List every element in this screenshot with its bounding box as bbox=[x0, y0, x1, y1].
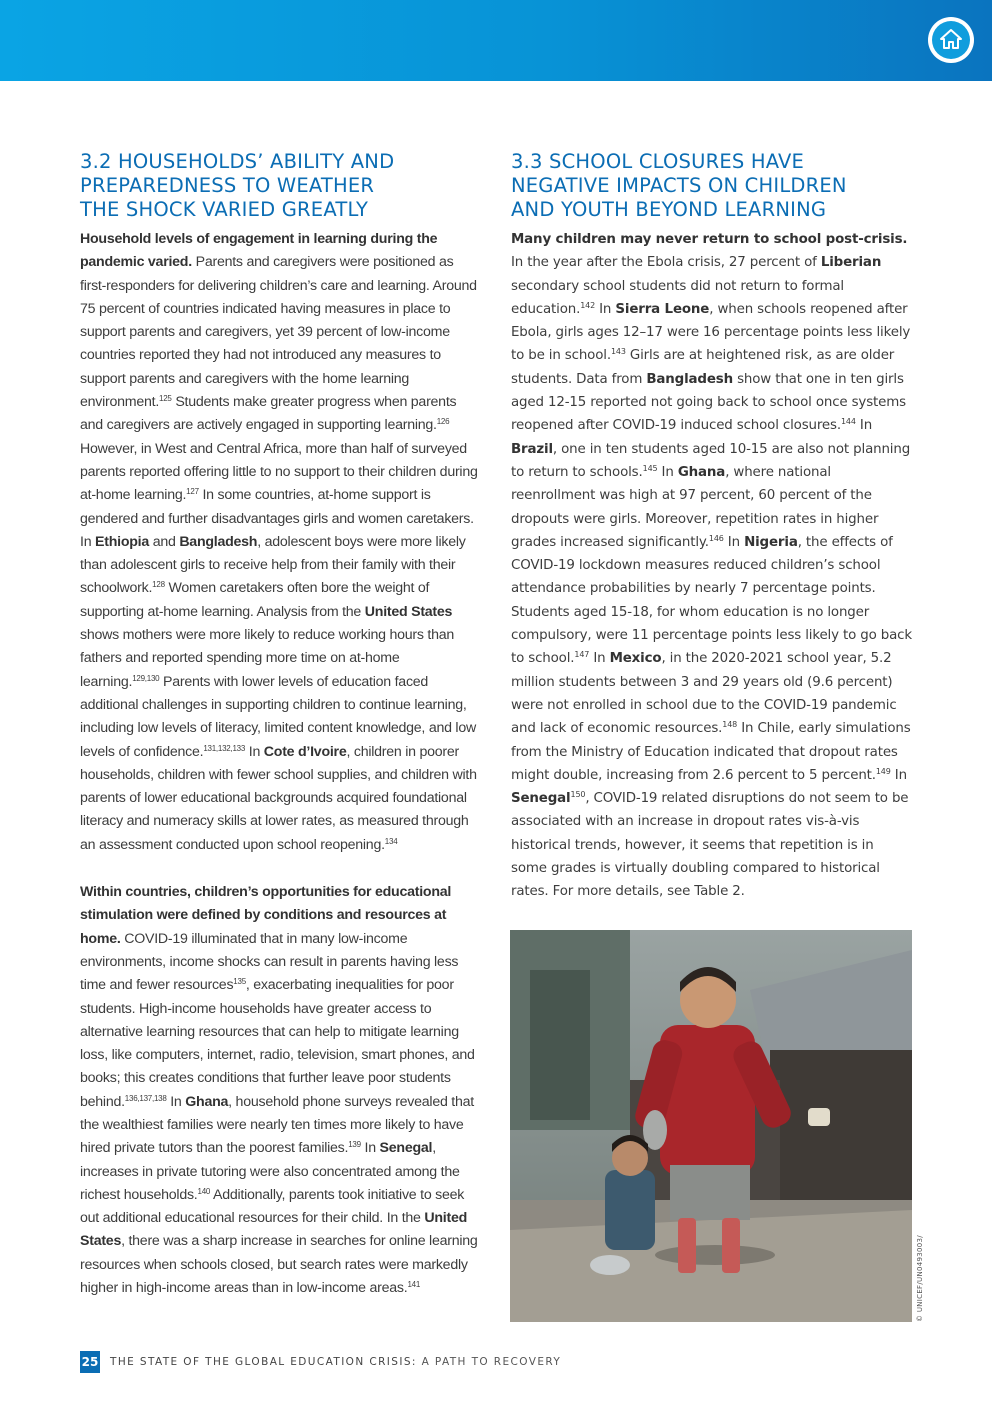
footnote-ref: 131,132,133 bbox=[203, 743, 246, 753]
text-run: secondary school students did not return to formal education. bbox=[511, 278, 844, 317]
text-run: Girls are at heightened risk, as are older students. Data from bbox=[511, 348, 895, 387]
text-run: In some countries, at-home support is gendered and further disadvantages girls and women caretakers. In bbox=[80, 487, 474, 550]
footer-title-sub: A PATH TO RECOVERY bbox=[416, 1356, 562, 1368]
footnote-ref: 144 bbox=[840, 417, 856, 427]
text-run: show that one in ten girls aged 12-15 reported not going back to school once systems reopened after COVID-19 induced school closures. bbox=[511, 371, 906, 434]
section-3-3-paragraph-1 bbox=[511, 228, 913, 904]
children-photo bbox=[510, 930, 912, 1322]
text-run: Students make greater progress when parents and caregivers are actively engaged in supporting learning. bbox=[80, 394, 457, 434]
footnote-ref: 142 bbox=[580, 300, 596, 310]
bold-run: Cote d’Ivoire bbox=[263, 743, 347, 760]
bold-run: Senegal bbox=[511, 791, 571, 807]
text-run: In bbox=[890, 767, 907, 783]
section-3-3-heading: 3.3 SCHOOL CLOSURES HAVE NEGATIVE IMPACTS ON CHILDREN AND YOUTH BEYOND LEARNING bbox=[511, 150, 847, 221]
text-run: In bbox=[657, 464, 678, 480]
text-run: , in the 2020-2021 school year, 5.2 million students between 3 and 29 years old (9.6 percent) were not enrolled in school due to the COVID-19 pandemic and lack of economic resources. bbox=[511, 651, 897, 737]
text-run: , household phone surveys revealed that the wealthiest families were nearly ten times more likely to have hired private tutors than the poorest families. bbox=[80, 1093, 474, 1157]
bold-run: Household levels of engagement in learning during the pandemic varied. bbox=[80, 231, 438, 271]
footnote-ref: 141 bbox=[407, 1280, 421, 1290]
footnote-ref: 150 bbox=[570, 790, 586, 800]
home-button-inner bbox=[932, 21, 970, 59]
home-button[interactable] bbox=[928, 17, 974, 63]
bold-run: Ethiopia bbox=[95, 533, 149, 550]
bold-run: Mexico bbox=[609, 651, 662, 667]
footnote-ref: 148 bbox=[722, 720, 738, 730]
bold-run: United States bbox=[80, 1210, 468, 1250]
section-3-2-paragraph-1 bbox=[80, 228, 482, 857]
text-run: In bbox=[589, 651, 610, 667]
home-icon bbox=[939, 27, 963, 51]
text-run: Parents with lower levels of education faced additional challenges in supporting children to continue learning, including low levels of literacy, limited content knowledge, and low levels of confidence. bbox=[80, 673, 476, 760]
text-run: , children in poorer households, children with fewer school supplies, and children with parents of lower educational backgrounds acquired foundational literacy and numeracy skills at lower rates, as measured through an assessment conducted upon school reopening. bbox=[80, 743, 477, 853]
right-column bbox=[511, 150, 913, 904]
text-run: , the effects of COVID-19 lockdown measures reduced children’s school attendance probabilities by nearly 7 percentage points. Students aged 15-18, for whom education is no longer compulsory, were 11 percentage points less likely to go back to school. bbox=[511, 534, 912, 667]
footnote-ref: 140 bbox=[197, 1186, 211, 1196]
text-run: In bbox=[595, 301, 616, 317]
text-run: In the year after the Ebola crisis, 27 percent of bbox=[511, 255, 821, 271]
bold-run: Many children may never return to school post-crisis. bbox=[511, 232, 908, 247]
bold-run: Bangladesh bbox=[646, 371, 733, 387]
text-run: In Chile, early simulations from the Ministry of Education indicated that dropout rates might double, increasing from 2.6 percent to 5 percent. bbox=[511, 721, 911, 783]
text-run: , COVID-19 related disruptions do not seem to be associated with an increase in dropout rates vis-à-vis historical trends, however, it seems that repetition is in some grades is virtually doubling compared to historical rates. For more details, see Table 2. bbox=[511, 791, 909, 900]
text-run: In bbox=[360, 1140, 380, 1157]
footnote-ref: 136,137,138 bbox=[124, 1093, 167, 1103]
text-run: In bbox=[166, 1093, 186, 1110]
text-run: Women caretakers often bore the weight of supporting at-home learning. Analysis from the bbox=[80, 580, 430, 620]
text-run: Additionally, parents took initiative to seek out additional educational resources for their child. In the bbox=[80, 1186, 465, 1227]
bold-run: United States bbox=[364, 603, 453, 620]
footnote-ref: 143 bbox=[610, 347, 626, 357]
footnote-ref: 146 bbox=[708, 533, 724, 543]
bold-run: Liberian bbox=[820, 255, 882, 271]
footnote-ref: 129,130 bbox=[132, 673, 160, 683]
photo-credit: © UNICEF/UN0493003/ bbox=[916, 1235, 924, 1322]
footnote-ref: 147 bbox=[574, 650, 590, 660]
header-band bbox=[0, 0, 992, 81]
bold-run: Ghana bbox=[677, 464, 726, 480]
footnote-ref: 125 bbox=[159, 394, 172, 404]
text-run: , where national reenrollment was high at 97 percent, 60 percent of the dropouts were girls. Moreover, repetition rates in higher grades increased significantly. bbox=[511, 464, 879, 550]
text-run: , adolescent boys were more likely than adolescent girls to receive help from their family with their schoolwork. bbox=[80, 533, 466, 597]
left-column bbox=[80, 150, 482, 1300]
section-3-2-paragraph-2 bbox=[80, 881, 482, 1300]
text-run: In bbox=[245, 743, 264, 760]
text-run: , increases in private tutoring were also concentrated among the richest households. bbox=[80, 1140, 460, 1203]
bold-run: Ghana bbox=[185, 1093, 229, 1110]
text-run: Parents and caregivers were positioned as first-responders for delivering children’s care and learning. Around 75 percent of countries indicated having measures in place to support parents and caregivers, yet 39 percent of low-income countries reported they had not introduced any measures to support parents and caregivers with the home learning environment. bbox=[80, 254, 477, 411]
text-run: COVID-19 illuminated that in many low-income environments, income shocks can result in parents having less time and fewer resources bbox=[80, 930, 459, 994]
footnote-ref: 126 bbox=[436, 417, 450, 427]
bold-run: Brazil bbox=[511, 441, 553, 457]
text-run: , there was a sharp increase in searches for online learning resources when schools closed, but search rates were markedly higher in high-income areas than in low-income areas. bbox=[80, 1233, 478, 1297]
page-number: 25 bbox=[80, 1351, 100, 1373]
section-3-2-heading: 3.2 HOUSEHOLDS’ ABILITY AND PREPAREDNESS TO WEATHER THE SHOCK VARIED GREATLY bbox=[80, 150, 395, 221]
bold-run: Nigeria bbox=[744, 534, 798, 550]
text-run: However, in West and Central Africa, more than half of surveyed parents reported offering little to no support to their children during at-home learning. bbox=[80, 440, 478, 504]
bold-run: Senegal bbox=[379, 1140, 433, 1157]
footnote-ref: 145 bbox=[642, 463, 658, 473]
text-run: , one in ten students aged 10-15 are also not planning to return to schools. bbox=[511, 441, 911, 480]
footnote-ref: 128 bbox=[152, 580, 165, 590]
bold-run: Within countries, children’s opportunities for educational stimulation were defined by conditions and resources at home. bbox=[80, 884, 452, 947]
text-run: , exacerbating inequalities for poor students. High-income households have greater access to alternative learning resources that can help to mitigate learning loss, like computers, internet, radio, television, smart phones, and books; this creates conditions that further leave poor students behind. bbox=[80, 977, 475, 1110]
text-run: shows mothers were more likely to reduce working hours than fathers and reported spending more time on at-home learning. bbox=[80, 627, 454, 690]
footnote-ref: 139 bbox=[348, 1140, 361, 1150]
bold-run: Bangladesh bbox=[179, 533, 258, 550]
footer-title bbox=[110, 1351, 561, 1373]
footnote-ref: 134 bbox=[384, 836, 398, 846]
text-run: In bbox=[855, 418, 873, 434]
bold-run: Sierra Leone bbox=[615, 301, 710, 317]
footnote-ref: 149 bbox=[875, 766, 891, 776]
footnote-ref: 135 bbox=[233, 977, 246, 987]
footnote-ref: 127 bbox=[186, 487, 199, 497]
footer-title-main: THE STATE OF THE GLOBAL EDUCATION CRISIS: bbox=[110, 1356, 417, 1368]
text-run: and bbox=[149, 533, 180, 550]
text-run: , when schools reopened after Ebola, girls ages 12–17 were 16 percentage points less likely to be in school. bbox=[511, 301, 911, 364]
text-run: In bbox=[723, 534, 745, 550]
